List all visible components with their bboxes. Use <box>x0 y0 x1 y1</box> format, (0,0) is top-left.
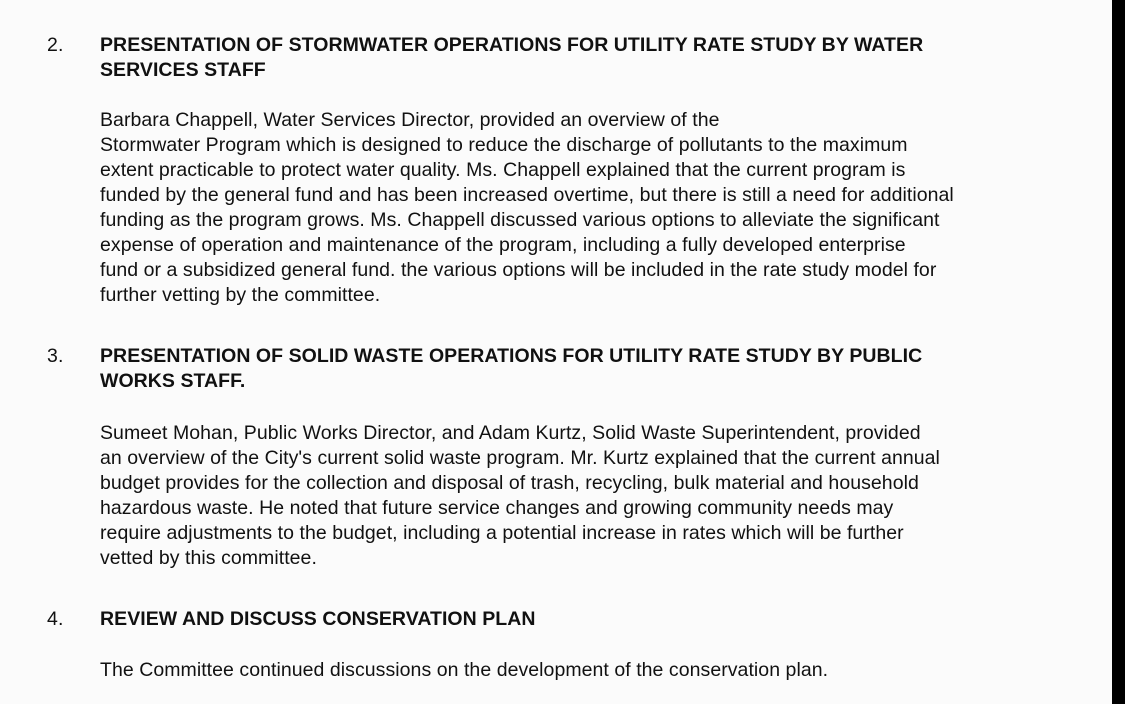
agenda-item-4 <box>0 607 1112 687</box>
agenda-item-2 <box>0 33 1112 313</box>
item-number: 3. <box>47 345 64 367</box>
body-line: extent practicable to protect water quality. Ms. Chappell explained that the current program is <box>100 159 906 181</box>
agenda-item-3 <box>0 344 1112 574</box>
body-line: fund or a subsidized general fund. the various options will be included in the rate study model for <box>100 259 937 281</box>
item-body <box>100 421 1040 571</box>
item-body <box>100 108 1040 308</box>
body-line: further vetting by the committee. <box>100 284 381 306</box>
body-line: funding as the program grows. Ms. Chappell discussed various options to alleviate the significant <box>100 209 940 231</box>
body-line: funded by the general fund and has been increased overtime, but there is still a need for additional <box>100 184 954 206</box>
page-edge-divider <box>1112 0 1125 704</box>
item-title <box>100 607 1040 632</box>
item-title-line: SERVICES STAFF <box>100 59 266 81</box>
body-line: budget provides for the collection and disposal of trash, recycling, bulk material and household <box>100 472 919 494</box>
body-line: The Committee continued discussions on the development of the conservation plan. <box>100 659 829 681</box>
body-line: vetted by this committee. <box>100 547 317 569</box>
body-line: hazardous waste. He noted that future service changes and growing community needs may <box>100 497 894 519</box>
body-line: Sumeet Mohan, Public Works Director, and Adam Kurtz, Solid Waste Superintendent, provided <box>100 422 921 444</box>
body-line: expense of operation and maintenance of the program, including a fully developed enterprise <box>100 234 906 256</box>
item-number: 2. <box>47 34 64 56</box>
item-title <box>100 33 1040 83</box>
item-title-line: WORKS STAFF. <box>100 370 246 392</box>
item-title <box>100 344 1040 394</box>
item-title-line: REVIEW AND DISCUSS CONSERVATION PLAN <box>100 608 536 630</box>
body-line: require adjustments to the budget, including a potential increase in rates which will be further <box>100 522 904 544</box>
item-title-line: PRESENTATION OF STORMWATER OPERATIONS FOR UTILITY RATE STUDY BY WATER <box>100 34 924 56</box>
body-line: an overview of the City's current solid waste program. Mr. Kurtz explained that the current annual <box>100 447 940 469</box>
item-number: 4. <box>47 608 64 630</box>
body-line: Stormwater Program which is designed to reduce the discharge of pollutants to the maximum <box>100 134 908 156</box>
body-line: Barbara Chappell, Water Services Director, provided an overview of the <box>100 109 720 131</box>
item-title-line: PRESENTATION OF SOLID WASTE OPERATIONS FOR UTILITY RATE STUDY BY PUBLIC <box>100 345 923 367</box>
item-body <box>100 658 1040 683</box>
